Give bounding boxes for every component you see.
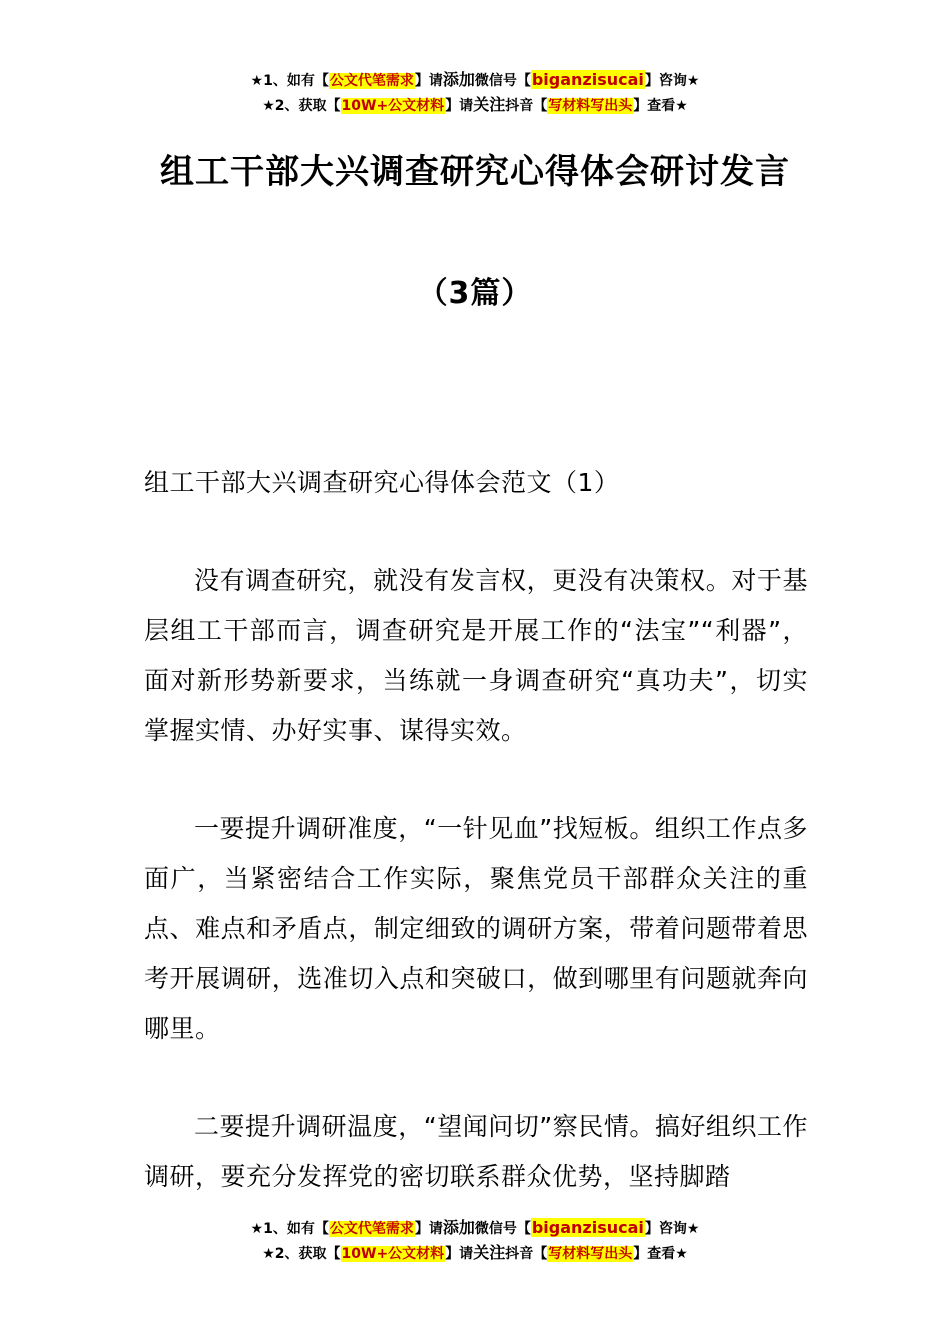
banner-text: ★1、如有【 [250,1221,329,1237]
banner-text: 抖音【 [505,98,548,114]
banner-line-1 [0,68,950,93]
paragraph: 没有调查研究，就没有发言权，更没有决策权。对于基层组工干部而言，调查研究是开展工作的“法宝”“利器”，面对新形势新要求，当练就一身调查研究“真功夫”，切实掌握实情、办好实事、谋得实效。 [144,566,808,745]
banner-douyin-id: 写材料写出头 [548,1246,633,1262]
banner-text: 】请 [445,1246,474,1262]
banner-highlight: 公文代笔需求 [329,73,414,89]
banner-text: ★2、获取【 [262,98,341,114]
banner-highlight: 10W+公文材料 [341,1246,445,1262]
banner-wechat-id: biganzisucai [531,1218,644,1237]
banner-text: 】查看★ [633,1246,688,1262]
paragraph: 二要提升调研温度，“望闻问切”察民情。搞好组织工作调研，要充分发挥党的密切联系群众优势，坚持脚踏 [144,1112,808,1191]
document-body [144,458,808,1250]
banner-douyin-id: 写材料写出头 [548,98,633,114]
document-title: 组工干部大兴调查研究心得体会研讨发言 [160,152,790,192]
banner-text: 微信号【 [474,73,531,89]
banner-text: 】请 [445,98,474,114]
banner-text: 】咨询★ [644,73,700,89]
banner-line-2 [0,93,950,118]
banner-text: ★2、获取【 [262,1246,341,1262]
banner-text: 】请 [414,1221,443,1237]
banner-text: 】请 [414,73,443,89]
banner-text: 添加 [442,1218,475,1237]
banner-text: 】咨询★ [644,1221,700,1237]
banner-highlight: 10W+公文材料 [341,98,445,114]
banner-wechat-id: biganzisucai [531,70,644,89]
banner-highlight: 公文代笔需求 [329,1221,414,1237]
header-banner [0,68,950,118]
banner-text: 抖音【 [505,1246,548,1262]
footer-banner [0,1216,950,1266]
banner-line-1 [0,1216,950,1241]
banner-text: 关注 [473,1243,506,1262]
banner-text: 】查看★ [633,98,688,114]
banner-text: 微信号【 [474,1221,531,1237]
banner-line-2 [0,1241,950,1266]
paragraph: 一要提升调研准度，“一针见血”找短板。组织工作点多面广，当紧密结合工作实际，聚焦党员干部群众关注的重点、难点和矛盾点，制定细致的调研方案，带着问题带着思考开展调研，选准切入点和突破口，做到哪里有问题就奔向哪里。 [144,814,808,1043]
banner-text: ★1、如有【 [250,73,329,89]
document-title-count: （3篇） [417,276,533,311]
section-heading: 组工干部大兴调查研究心得体会范文（1） [144,468,620,497]
banner-text: 关注 [473,95,506,114]
banner-text: 添加 [442,70,475,89]
